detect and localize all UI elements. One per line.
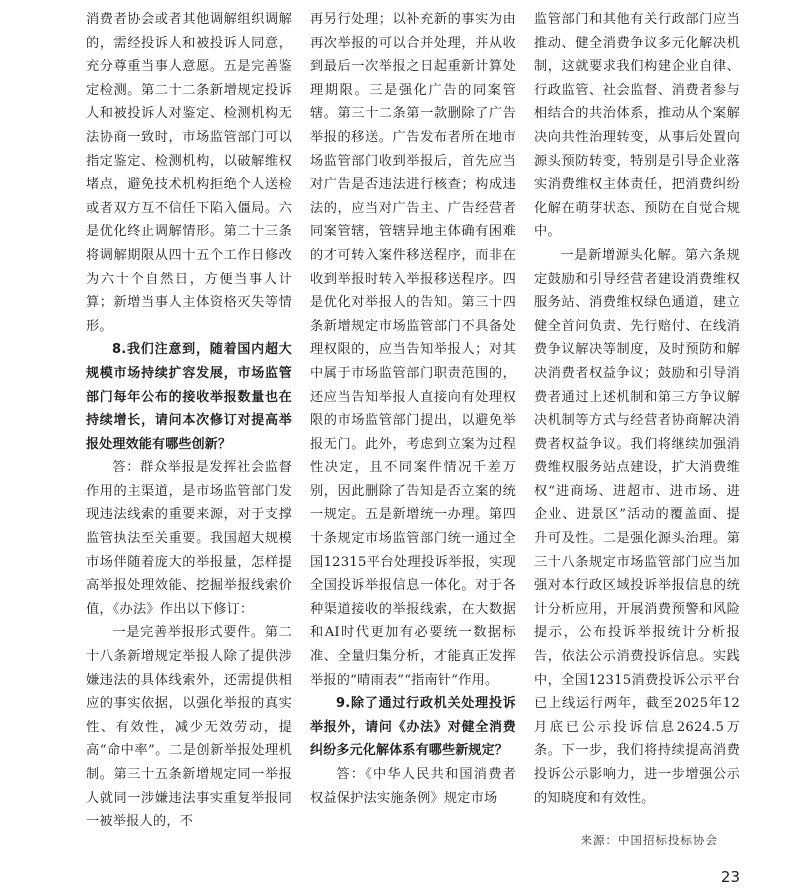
page-number: 23 [720,868,740,886]
body-paragraph: 答：群众举报是发挥社会监督作用的主渠道，是市场监管部门发现违法线索的重要来源，对于支撑监管执法至关重要。我国超大规模市场伴随着庞大的举报量，怎样提高举报处理效能、挖掘举报线索价值，《办法》作出以下修订： [86,460,292,617]
body-paragraph: 监管部门和其他有关行政部门应当推动、健全消费争议多元化解决机制，这就要求我们构建企业自律、行政监管、社会监督、消费者参与相结合的共治体系，推动从个案解决向共性治理转变，从事后处置向源头预防转变，特别是引导企业落实消费维权主体责任，把消费纠纷化解在萌芽状态、预防在自觉合规中。 [534,12,740,240]
body-paragraph: 一是新增源头化解。第六条规定鼓励和引导经营者建设消费维权服务站、消费维权绿色通道，建立健全首问负责、先行赔付、在线消费争议解决等制度，及时预防和解决消费者权益争议；鼓励和引导消费者通过上述机制和第三方争议解决机制等方式与经营者协商解决消费者权益争议。我们将继续加强消费维权服务站点建设，扩大消费维权“进商场、进超市、进市场、进企业、进景区”活动的覆盖面、提升可及性。二是强化源头治理。第三十八条规定市场监管部门应当加强对本行政区域投诉举报信息的统计分析应用，开展消费预警和风险提示，公布投诉举报统计分析报告，依法公示消费投诉信息。实践中，全国12315消费投诉公示平台已上线运行两年，截至2025年12月底已公示投诉信息2624.5万条。下一步，我们将持续提高消费投诉公示影响力，进一步增强公示的知晓度和有效性。 [534,247,740,806]
article-column-3 [534,8,740,810]
article-column-1 [86,8,292,834]
question-heading: 9.除了通过行政机关处理投诉举报外，请问《办法》对健全消费纠纷多元化解体系有哪些新规定？ [310,696,516,759]
body-paragraph: 一是完善举报形式要件。第二十八条新增规定举报人除了提供涉嫌违法的具体线索外，还需提供相应的事实依据，以强化举报的真实性、有效性，减少无效劳动，提高“命中率”。二是创新举报处理机制。第三十五条新增规定同一举报人就同一涉嫌违法事实重复举报同一被举报人的，不 [86,625,292,830]
source-credit: 来源：中国招标投标协会 [580,833,718,847]
body-paragraph: 再另行处理；以补充新的事实为由再次举报的可以合并处理，并从收到最后一次举报之日起重新计算处理期限。三是强化广告的同案管辖。第三十二条第一款删除了广告举报的移送。广告发布者所在地市场监管部门收到举报后，首先应当对广告是否违法进行核查；构成违法的，应当对广告主、广告经营者同案管辖，管辖异地主体确有困难的才可转入案件移送程序，而非在收到举报时转入举报移送程序。四是优化对举报人的告知。第三十四条新增规定市场监管部门不具备处理权限的，应当告知举报人；对其中属于市场监管部门职责范围的，还应当告知举报人直接向有处理权限的市场监管部门提出，以避免举报无门。此外，考虑到立案为过程性决定，且不同案件情况千差万别，因此删除了告知是否立案的统一规定。五是新增统一办理。第四十条规定市场监管部门统一通过全国12315平台处理投诉举报，实现全国投诉举报信息一体化。对于各种渠道接收的举报线索，在大数据和AI时代更加有必要统一数据标准、全量归集分析，才能真正发挥举报的“晴雨表”“指南针”作用。 [310,12,516,688]
article-column-2 [310,8,516,810]
body-paragraph: 消费者协会或者其他调解组织调解的，需经投诉人和被投诉人同意，充分尊重当事人意愿。五是完善鉴定检测。第二十二条新增规定投诉人和被投诉人对鉴定、检测机构无法协商一致时，市场监管部门可以指定鉴定、检测机构，以破解维权堵点，避免技术机构拒绝个人送检或者双方互不信任下陷入僵局。六是优化终止调解情形。第二十三条将调解期限从四十五个工作日修改为六十个自然日，方便当事人计算；新增当事人主体资格灭失等情形。 [86,12,292,334]
question-heading: 8.我们注意到，随着国内超大规模市场持续扩容发展，市场监管部门每年公布的接收举报数量也在持续增长，请问本次修订对提高举报处理效能有哪些创新？ [86,342,292,452]
body-paragraph: 答：《中华人民共和国消费者权益保护法实施条例》规定市场 [310,767,516,806]
